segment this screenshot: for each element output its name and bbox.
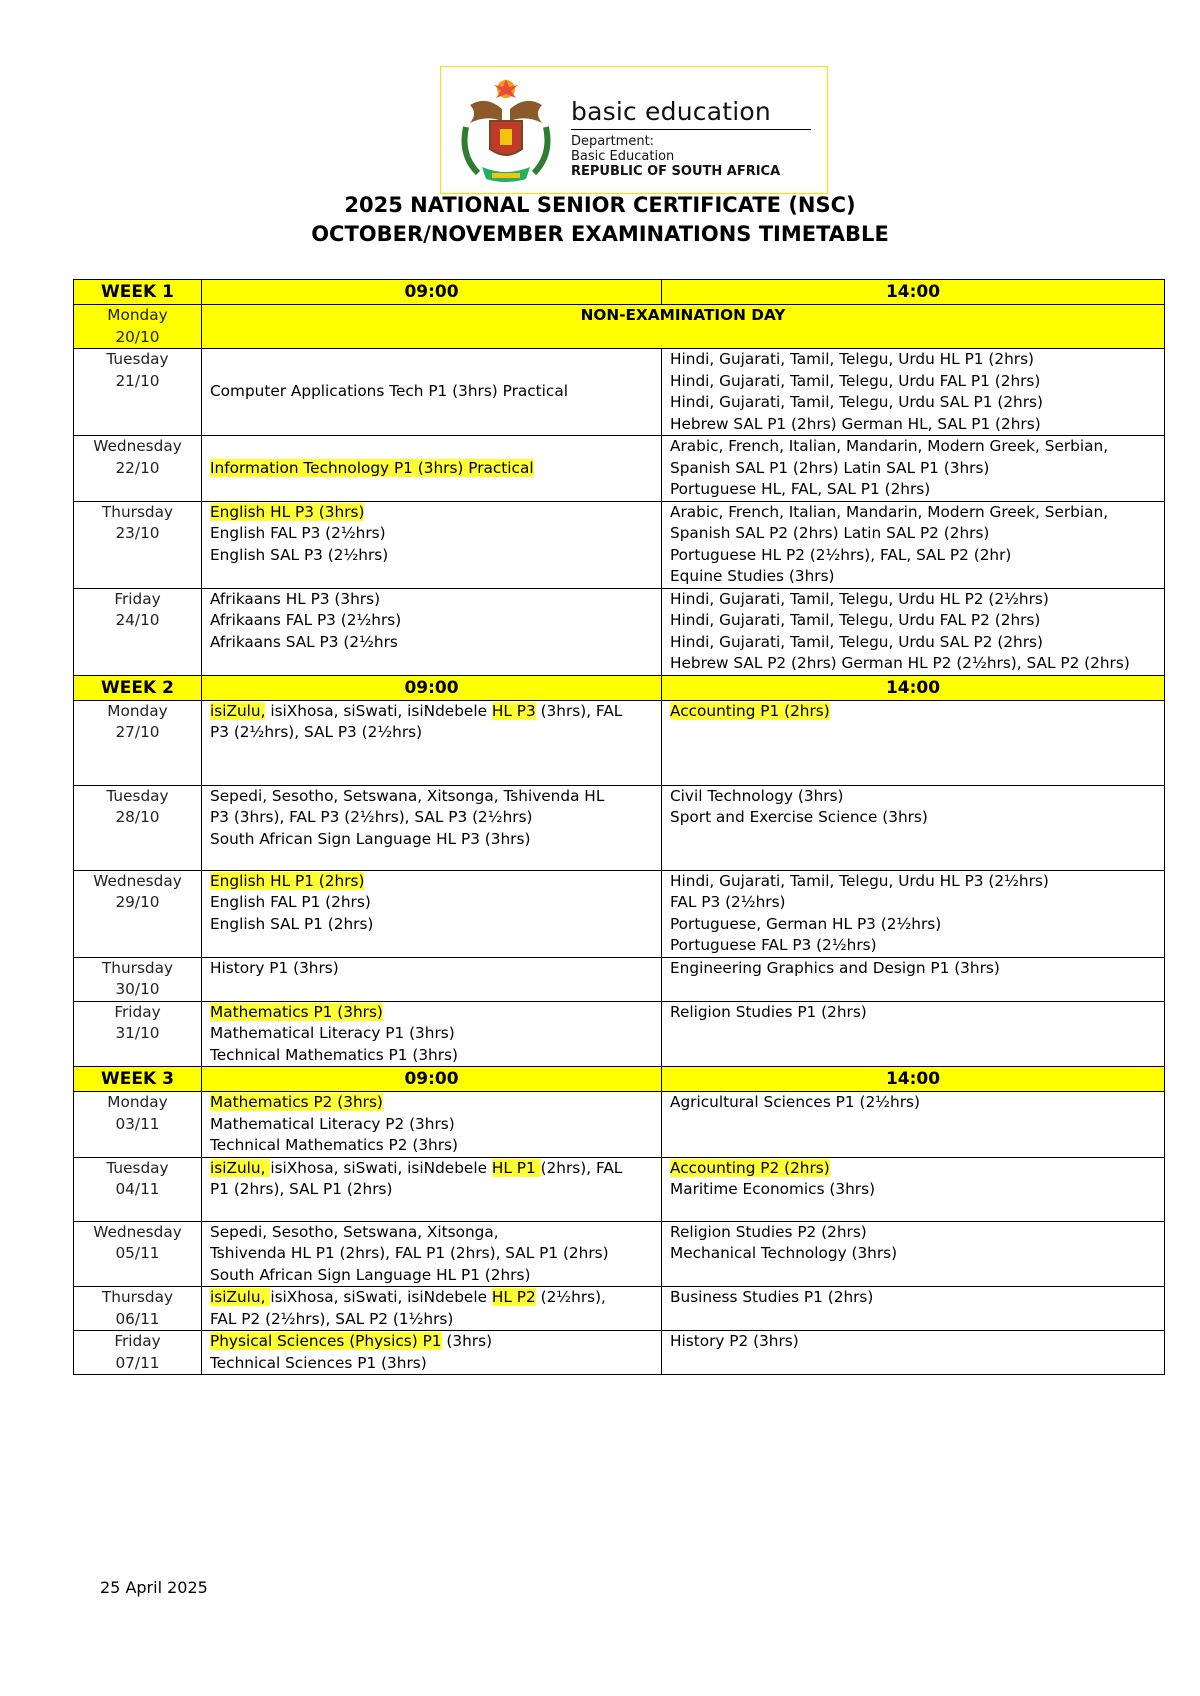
exam-line [210,458,653,480]
exam-line [670,589,1156,611]
department-line1: Department: [571,134,655,149]
day-name: Monday [107,701,168,720]
subject-text: South African Sign Language HL P1 (2hrs) [210,1265,531,1284]
subject-text: Portuguese HL, FAL, SAL P1 (2hrs) [670,480,931,498]
exam-line [210,1158,653,1180]
exam-line [210,1287,653,1309]
subject-text: Technical Sciences P1 (3hrs) [210,1353,427,1372]
afternoon-exams [662,1157,1165,1221]
exam-line [670,502,1156,524]
exam-line [670,1243,1156,1265]
exam-line [210,958,653,980]
exam-line [210,1045,653,1067]
subject-text: Hindi, Gujarati, Tamil, Telegu, Urdu FAL P2 (2hrs) [670,611,1041,629]
exam-line [670,566,1156,588]
subject-text: isiXhosa, siSwati, isiNdebele [265,701,492,720]
day-date: 27/10 [115,723,160,741]
exam-line [210,545,653,567]
highlighted-subject: Accounting P1 (2hrs) [670,701,830,720]
exam-line [670,632,1156,654]
afternoon-exams [662,700,1165,785]
day-cell [74,588,202,675]
day-cell [74,1221,202,1287]
day-row [74,785,1165,870]
exam-line [670,523,1156,545]
day-name: Wednesday [93,437,182,455]
exam-line [670,392,1156,414]
subject-text: Portuguese HL P2 (2½hrs), FAL, SAL P2 (2hr) [670,545,1012,564]
day-date: 22/10 [115,458,160,477]
highlighted-subject: Physical Sciences (Physics) P1 [210,1332,442,1350]
subject-text: Hebrew SAL P2 (2hrs) German HL P2 (2½hrs), SAL P2 (2hrs) [670,654,1130,672]
subject-text: Hindi, Gujarati, Tamil, Telegu, Urdu HL P3 (2½hrs) [670,871,1049,890]
subject-text: Tshivenda HL P1 (2hrs), FAL P1 (2hrs), SAL P1 (2hrs) [210,1244,609,1262]
subject-text: Technical Mathematics P1 (3hrs) [210,1045,458,1064]
subject-text: English FAL P1 (2hrs) [210,893,371,911]
exam-line [210,1179,653,1201]
afternoon-exams [662,588,1165,675]
day-name: Thursday [101,502,174,521]
exam-line [670,1331,1156,1353]
exam-line [210,523,653,545]
exam-line [670,610,1156,632]
highlighted-subject: isiZulu, [210,701,266,720]
morning-exams [202,1221,662,1287]
day-name: Monday [107,306,168,324]
exam-line [670,371,1156,393]
exam-line [670,458,1156,480]
morning-exams [202,700,662,785]
morning-exams [202,349,662,436]
subject-text: English SAL P1 (2hrs) [210,914,374,933]
day-name: Thursday [101,958,174,977]
day-row [74,1092,1165,1158]
session-0900: 09:00 [202,1067,662,1092]
session-0900: 09:00 [202,675,662,700]
afternoon-exams [662,349,1165,436]
subject-text: Religion Studies P1 (2hrs) [670,1002,867,1021]
morning-exams [202,870,662,957]
subject-text: Sepedi, Sesotho, Setswana, Xitsonga, Tshivenda HL [210,786,605,805]
week-label: WEEK 1 [74,280,202,305]
afternoon-exams [662,957,1165,1001]
subject-text: English SAL P3 (2½hrs) [210,545,389,564]
exam-line [670,1287,1156,1309]
day-row [74,957,1165,1001]
day-row [74,870,1165,957]
day-name: Wednesday [93,871,182,890]
exam-line [210,786,653,808]
day-row [74,436,1165,502]
subject-text: Agricultural Sciences P1 (2½hrs) [670,1093,920,1111]
day-date: 28/10 [115,808,160,826]
morning-exams [202,785,662,870]
morning-exams [202,1331,662,1375]
brand-rule [571,129,811,130]
highlighted-subject: Mathematics P1 (3hrs) [210,1002,383,1021]
subject-text: Hindi, Gujarati, Tamil, Telegu, Urdu HL P1 (2hrs) [670,350,1035,368]
day-date: 21/10 [115,371,160,390]
subject-text: Portuguese FAL P3 (2½hrs) [670,936,877,954]
subject-text: Technical Mathematics P2 (3hrs) [210,1136,458,1154]
subject-text: Arabic, French, Italian, Mandarin, Modern Greek, Serbian, [670,437,1109,455]
day-row [74,1287,1165,1331]
day-name: Tuesday [106,1158,169,1177]
subject-text: (3hrs), FAL [535,701,623,720]
day-row [74,700,1165,785]
day-cell [74,1287,202,1331]
subject-text: P1 (2hrs), SAL P1 (2hrs) [210,1180,393,1198]
exam-line [210,1331,653,1353]
day-name: Friday [114,1332,161,1350]
exam-line [210,632,653,654]
exam-line [210,1092,653,1114]
highlighted-subject: English HL P3 (3hrs) [210,502,365,521]
week-label: WEEK 2 [74,675,202,700]
exam-line [670,1158,1156,1180]
subject-text: isiXhosa, siSwati, isiNdebele [270,1288,492,1306]
exam-line [210,1243,653,1265]
afternoon-exams [662,501,1165,588]
subject-text: Civil Technology (3hrs) [670,786,844,805]
exam-line [670,786,1156,808]
subject-text: Afrikaans HL P3 (3hrs) [210,589,381,608]
highlighted-subject: HL P3 [491,701,536,720]
day-cell [74,1331,202,1375]
week-label: WEEK 3 [74,1067,202,1092]
afternoon-exams [662,785,1165,870]
subject-text: Hindi, Gujarati, Tamil, Telegu, Urdu SAL P1 (2hrs) [670,393,1043,411]
day-date: 31/10 [115,1024,160,1042]
exam-line [210,1023,653,1045]
day-name: Wednesday [93,1222,182,1241]
exam-line [210,1114,653,1136]
day-date: 03/11 [115,1114,160,1133]
footer-date: 25 April 2025 [100,1578,208,1597]
exam-line [210,502,653,524]
subject-text: Maritime Economics (3hrs) [670,1180,876,1198]
day-date: 06/11 [115,1309,160,1328]
day-date: 20/10 [115,327,160,346]
subject-text: Equine Studies (3hrs) [670,567,835,585]
day-cell [74,957,202,1001]
day-date: 30/10 [115,980,160,998]
day-cell [74,1001,202,1067]
subject-text: (2½hrs), [535,1288,606,1306]
highlighted-subject: Mathematics P2 (3hrs) [210,1093,383,1111]
afternoon-exams [662,1001,1165,1067]
exam-line [670,1092,1156,1114]
exam-line [210,1222,653,1244]
department-logo [440,66,828,194]
day-cell [74,436,202,502]
subject-text: Mechanical Technology (3hrs) [670,1244,898,1262]
exam-line [670,914,1156,936]
afternoon-exams [662,870,1165,957]
subject-text: (3hrs) [441,1332,493,1350]
exam-line [670,349,1156,371]
subject-text: Mathematical Literacy P2 (3hrs) [210,1114,455,1133]
subject-text: Portuguese, German HL P3 (2½hrs) [670,914,942,933]
day-cell [74,349,202,436]
morning-exams [202,436,662,502]
day-name: Tuesday [106,350,169,368]
subject-text: Afrikaans FAL P3 (2½hrs) [210,611,402,629]
highlighted-subject: Information Technology P1 (3hrs) Practical [210,458,534,477]
subject-text: Sport and Exercise Science (3hrs) [670,808,928,826]
session-1400: 14:00 [662,675,1165,700]
subject-text: (2hrs), FAL [540,1158,623,1177]
subject-text: Hindi, Gujarati, Tamil, Telegu, Urdu SAL P2 (2hrs) [670,632,1043,651]
day-date: 24/10 [115,611,160,629]
highlighted-subject: isiZulu, [210,1158,271,1177]
subject-text: Hindi, Gujarati, Tamil, Telegu, Urdu HL P2 (2½hrs) [670,589,1049,608]
exam-line [670,1222,1156,1244]
exam-line [210,892,653,914]
department-line2: Basic Education [571,149,675,164]
day-name: Friday [114,589,161,608]
session-1400: 14:00 [662,1067,1165,1092]
day-date: 29/10 [115,893,160,911]
highlighted-subject: Accounting P2 (2hrs) [670,1158,830,1177]
exam-line [670,436,1156,458]
day-row [74,1331,1165,1375]
day-date: 05/11 [115,1244,160,1262]
exam-line [210,1135,653,1157]
day-row [74,1157,1165,1221]
day-date: 07/11 [115,1353,160,1372]
exam-line [210,381,653,403]
subject-text: P3 (3hrs), FAL P3 (2½hrs), SAL P3 (2½hrs) [210,808,533,826]
subject-text: isiXhosa, siSwati, isiNdebele [270,1158,492,1177]
highlighted-subject: isiZulu, [210,1288,271,1306]
exam-line [210,1353,653,1375]
exam-line [210,1265,653,1287]
morning-exams [202,1092,662,1158]
day-cell [74,305,202,349]
exam-line [210,722,653,744]
subject-text: Hindi, Gujarati, Tamil, Telegu, Urdu FAL P1 (2hrs) [670,371,1041,390]
morning-exams [202,1157,662,1221]
week-header-row [74,675,1165,700]
exam-line [210,1002,653,1024]
subject-text: Afrikaans SAL P3 (2½hrs [210,632,398,651]
day-date: 04/11 [115,1180,160,1198]
exam-line [670,807,1156,829]
exam-line [670,892,1156,914]
day-cell [74,1157,202,1221]
subject-text: Business Studies P1 (2hrs) [670,1288,874,1306]
day-name: Monday [107,1093,168,1111]
exam-line [670,935,1156,957]
morning-exams [202,1001,662,1067]
exam-line [670,871,1156,893]
day-row [74,305,1165,349]
subject-text: Spanish SAL P2 (2hrs) Latin SAL P2 (2hrs) [670,524,990,542]
morning-exams [202,501,662,588]
morning-exams [202,1287,662,1331]
exam-line [210,701,653,723]
week-header-row [74,280,1165,305]
afternoon-exams [662,436,1165,502]
exam-line [670,414,1156,436]
exam-line [210,589,653,611]
subject-text: Computer Applications Tech P1 (3hrs) Practical [210,382,568,401]
exam-line [210,829,653,851]
subject-text: South African Sign Language HL P3 (3hrs) [210,829,531,848]
afternoon-exams [662,1092,1165,1158]
afternoon-exams [662,1287,1165,1331]
subject-text: Spanish SAL P1 (2hrs) Latin SAL P1 (3hrs) [670,458,990,477]
day-cell [74,785,202,870]
subject-text: Arabic, French, Italian, Mandarin, Modern Greek, Serbian, [670,502,1109,521]
page-title-line2: OCTOBER/NOVEMBER EXAMINATIONS TIMETABLE [311,222,889,246]
day-name: Thursday [101,1288,174,1306]
afternoon-exams [662,1331,1165,1375]
day-row [74,1221,1165,1287]
subject-text: Engineering Graphics and Design P1 (3hrs) [670,958,1000,977]
exam-line [210,610,653,632]
exam-line [670,1002,1156,1024]
exam-line [670,958,1156,980]
page-title-line1: 2025 NATIONAL SENIOR CERTIFICATE (NSC) [344,193,856,217]
exam-line [210,1309,653,1331]
day-row [74,588,1165,675]
subject-text: Religion Studies P2 (2hrs) [670,1222,867,1241]
morning-exams [202,957,662,1001]
session-0900: 09:00 [202,280,662,305]
exam-line [210,914,653,936]
exam-line [670,1179,1156,1201]
subject-text: Hebrew SAL P1 (2hrs) German HL, SAL P1 (2hrs) [670,414,1041,433]
subject-text: P3 (2½hrs), SAL P3 (2½hrs) [210,723,423,741]
exam-line [670,479,1156,501]
subject-text: History P2 (3hrs) [670,1332,799,1350]
day-row [74,501,1165,588]
day-name: Tuesday [106,786,169,805]
brand-name: basic education [571,97,771,126]
exam-line [670,653,1156,675]
timetable [73,279,1165,1375]
subject-text: English FAL P3 (2½hrs) [210,524,386,542]
brand-text [571,97,811,179]
exam-line [670,701,1156,723]
afternoon-exams [662,1221,1165,1287]
week-header-row [74,1067,1165,1092]
day-row [74,349,1165,436]
subject-text: FAL P3 (2½hrs) [670,893,786,911]
exam-line [670,545,1156,567]
country-name: REPUBLIC OF SOUTH AFRICA [571,164,781,179]
exam-line [210,871,653,893]
subject-text: FAL P2 (2½hrs), SAL P2 (1½hrs) [210,1309,454,1328]
session-1400: 14:00 [662,280,1165,305]
day-row [74,1001,1165,1067]
subject-text: Sepedi, Sesotho, Setswana, Xitsonga, [210,1222,499,1241]
subject-text: History P1 (3hrs) [210,958,339,977]
day-cell [74,700,202,785]
coat-of-arms-icon [456,75,556,187]
highlighted-subject: HL P2 [491,1288,536,1306]
day-cell [74,501,202,588]
morning-exams [202,588,662,675]
highlighted-subject: English HL P1 (2hrs) [210,871,365,890]
day-name: Friday [114,1002,161,1021]
day-cell [74,1092,202,1158]
day-date: 23/10 [115,524,160,542]
day-cell [74,870,202,957]
non-examination-day: NON-EXAMINATION DAY [202,305,1165,349]
subject-text: Mathematical Literacy P1 (3hrs) [210,1024,455,1042]
exam-line [210,807,653,829]
highlighted-subject: HL P1 [491,1158,541,1177]
